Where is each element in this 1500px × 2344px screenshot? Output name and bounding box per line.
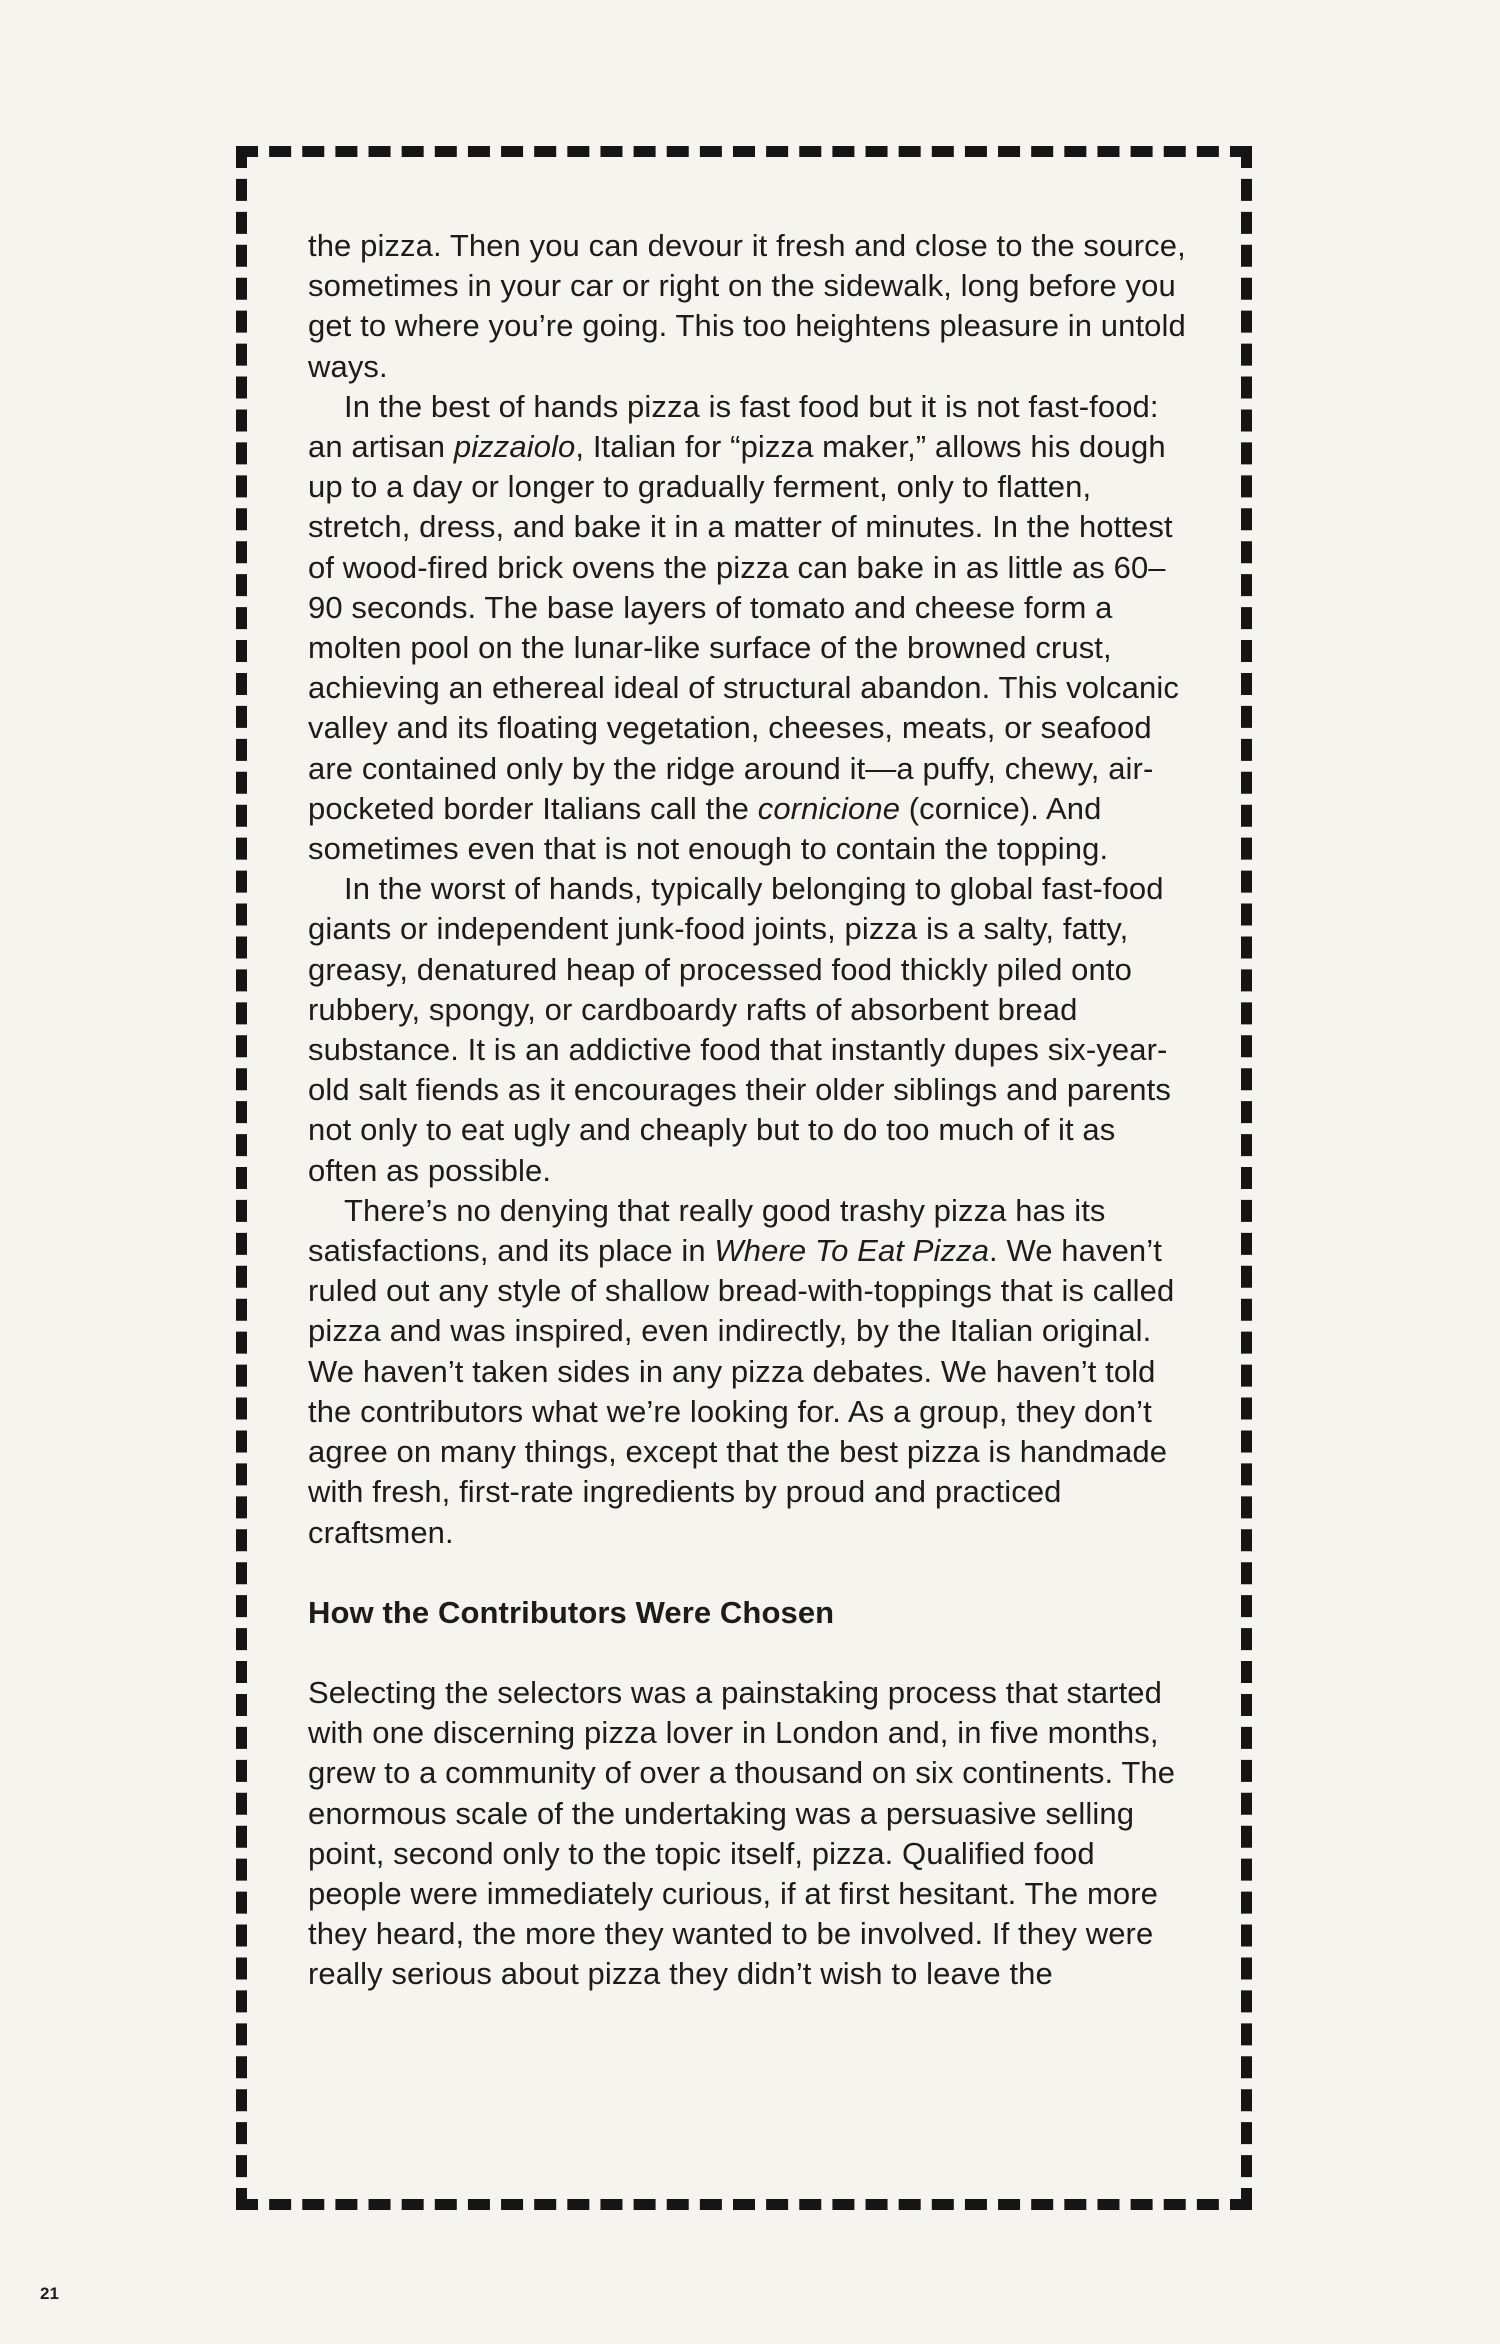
text-run: . We haven’t ruled out any style of shallow bread-with-toppings that is called pizza and was inspired, even indirectly, by the Italian original. We haven’t taken sides in any pizza debates. We haven’t told the contributors what we’re looking for. As a group, they don’t agree on many things, except that the best pizza is handmade with fresh, first-rate ingredients by proud and practiced craftsmen. (308, 1233, 1175, 1550)
closing-paragraph: Selecting the selectors was a painstaking process that started with one discerning pizza lover in London and, in five months, grew to a community of over a thousand on six continents. The enormous scale of the undertaking was a persuasive selling point, second only to the topic itself, pizza. Qualified food people were immediately curious, if at first hesitant. The more they heard, the more they wanted to be involved. If they were really serious about pizza they didn’t wish to leave the (308, 1674, 1176, 1992)
section-heading: How the Contributors Were Chosen (308, 1594, 835, 1630)
page-number: 21 (40, 2284, 59, 2303)
text-run: In the best of hands pizza is fast food but it is not fast-food: an artisan (308, 388, 1159, 465)
body-paragraph (308, 869, 1188, 1191)
text-run: the pizza. Then you can devour it fresh and close to the source, sometimes in your car or right on the sidewalk, long before you get to where you’re going. This too heightens pleasure in untold ways. (308, 228, 1186, 384)
italic-term: Where To Eat Pizza (714, 1233, 990, 1269)
italic-term: pizzaiolo (453, 429, 576, 465)
body-paragraph (308, 1191, 1188, 1553)
text-run: , Italian for “pizza maker,” allows his dough up to a day or longer to gradually ferment, only to flatten, stretch, dress, and bake it in a matter of minutes. In the hottest of wood-fired brick ovens the pizza can bake in as little as 60–90 seconds. The base layers of tomato and cheese form a molten pool on the lunar-like surface of the browned crust, achieving an ethereal ideal of structural abandon. This volcanic valley and its floating vegetation, cheeses, meats, or seafood are contained only by the ridge around it—a puffy, chewy, air-pocketed border Italians call the (308, 429, 1179, 826)
body-text (308, 226, 1188, 1995)
paragraph-list (308, 226, 1188, 1553)
text-run: There’s no denying that really good trashy pizza has its satisfactions, and its place in (308, 1192, 1106, 1269)
italic-term: cornicione (757, 790, 901, 826)
body-paragraph (308, 226, 1188, 387)
text-run: In the worst of hands, typically belonging to global fast-food giants or independent junk-food joints, pizza is a salty, fatty, greasy, denatured heap of processed food thickly piled onto rubbery, spongy, or cardboardy rafts of absorbent bread substance. It is an addictive food that instantly dupes six-year-old salt fiends as it encourages their older siblings and parents not only to eat ugly and cheaply but to do too much of it as often as possible. (308, 871, 1171, 1188)
body-paragraph (308, 387, 1188, 869)
text-run: (cornice). And sometimes even that is not enough to contain the topping. (308, 790, 1109, 867)
